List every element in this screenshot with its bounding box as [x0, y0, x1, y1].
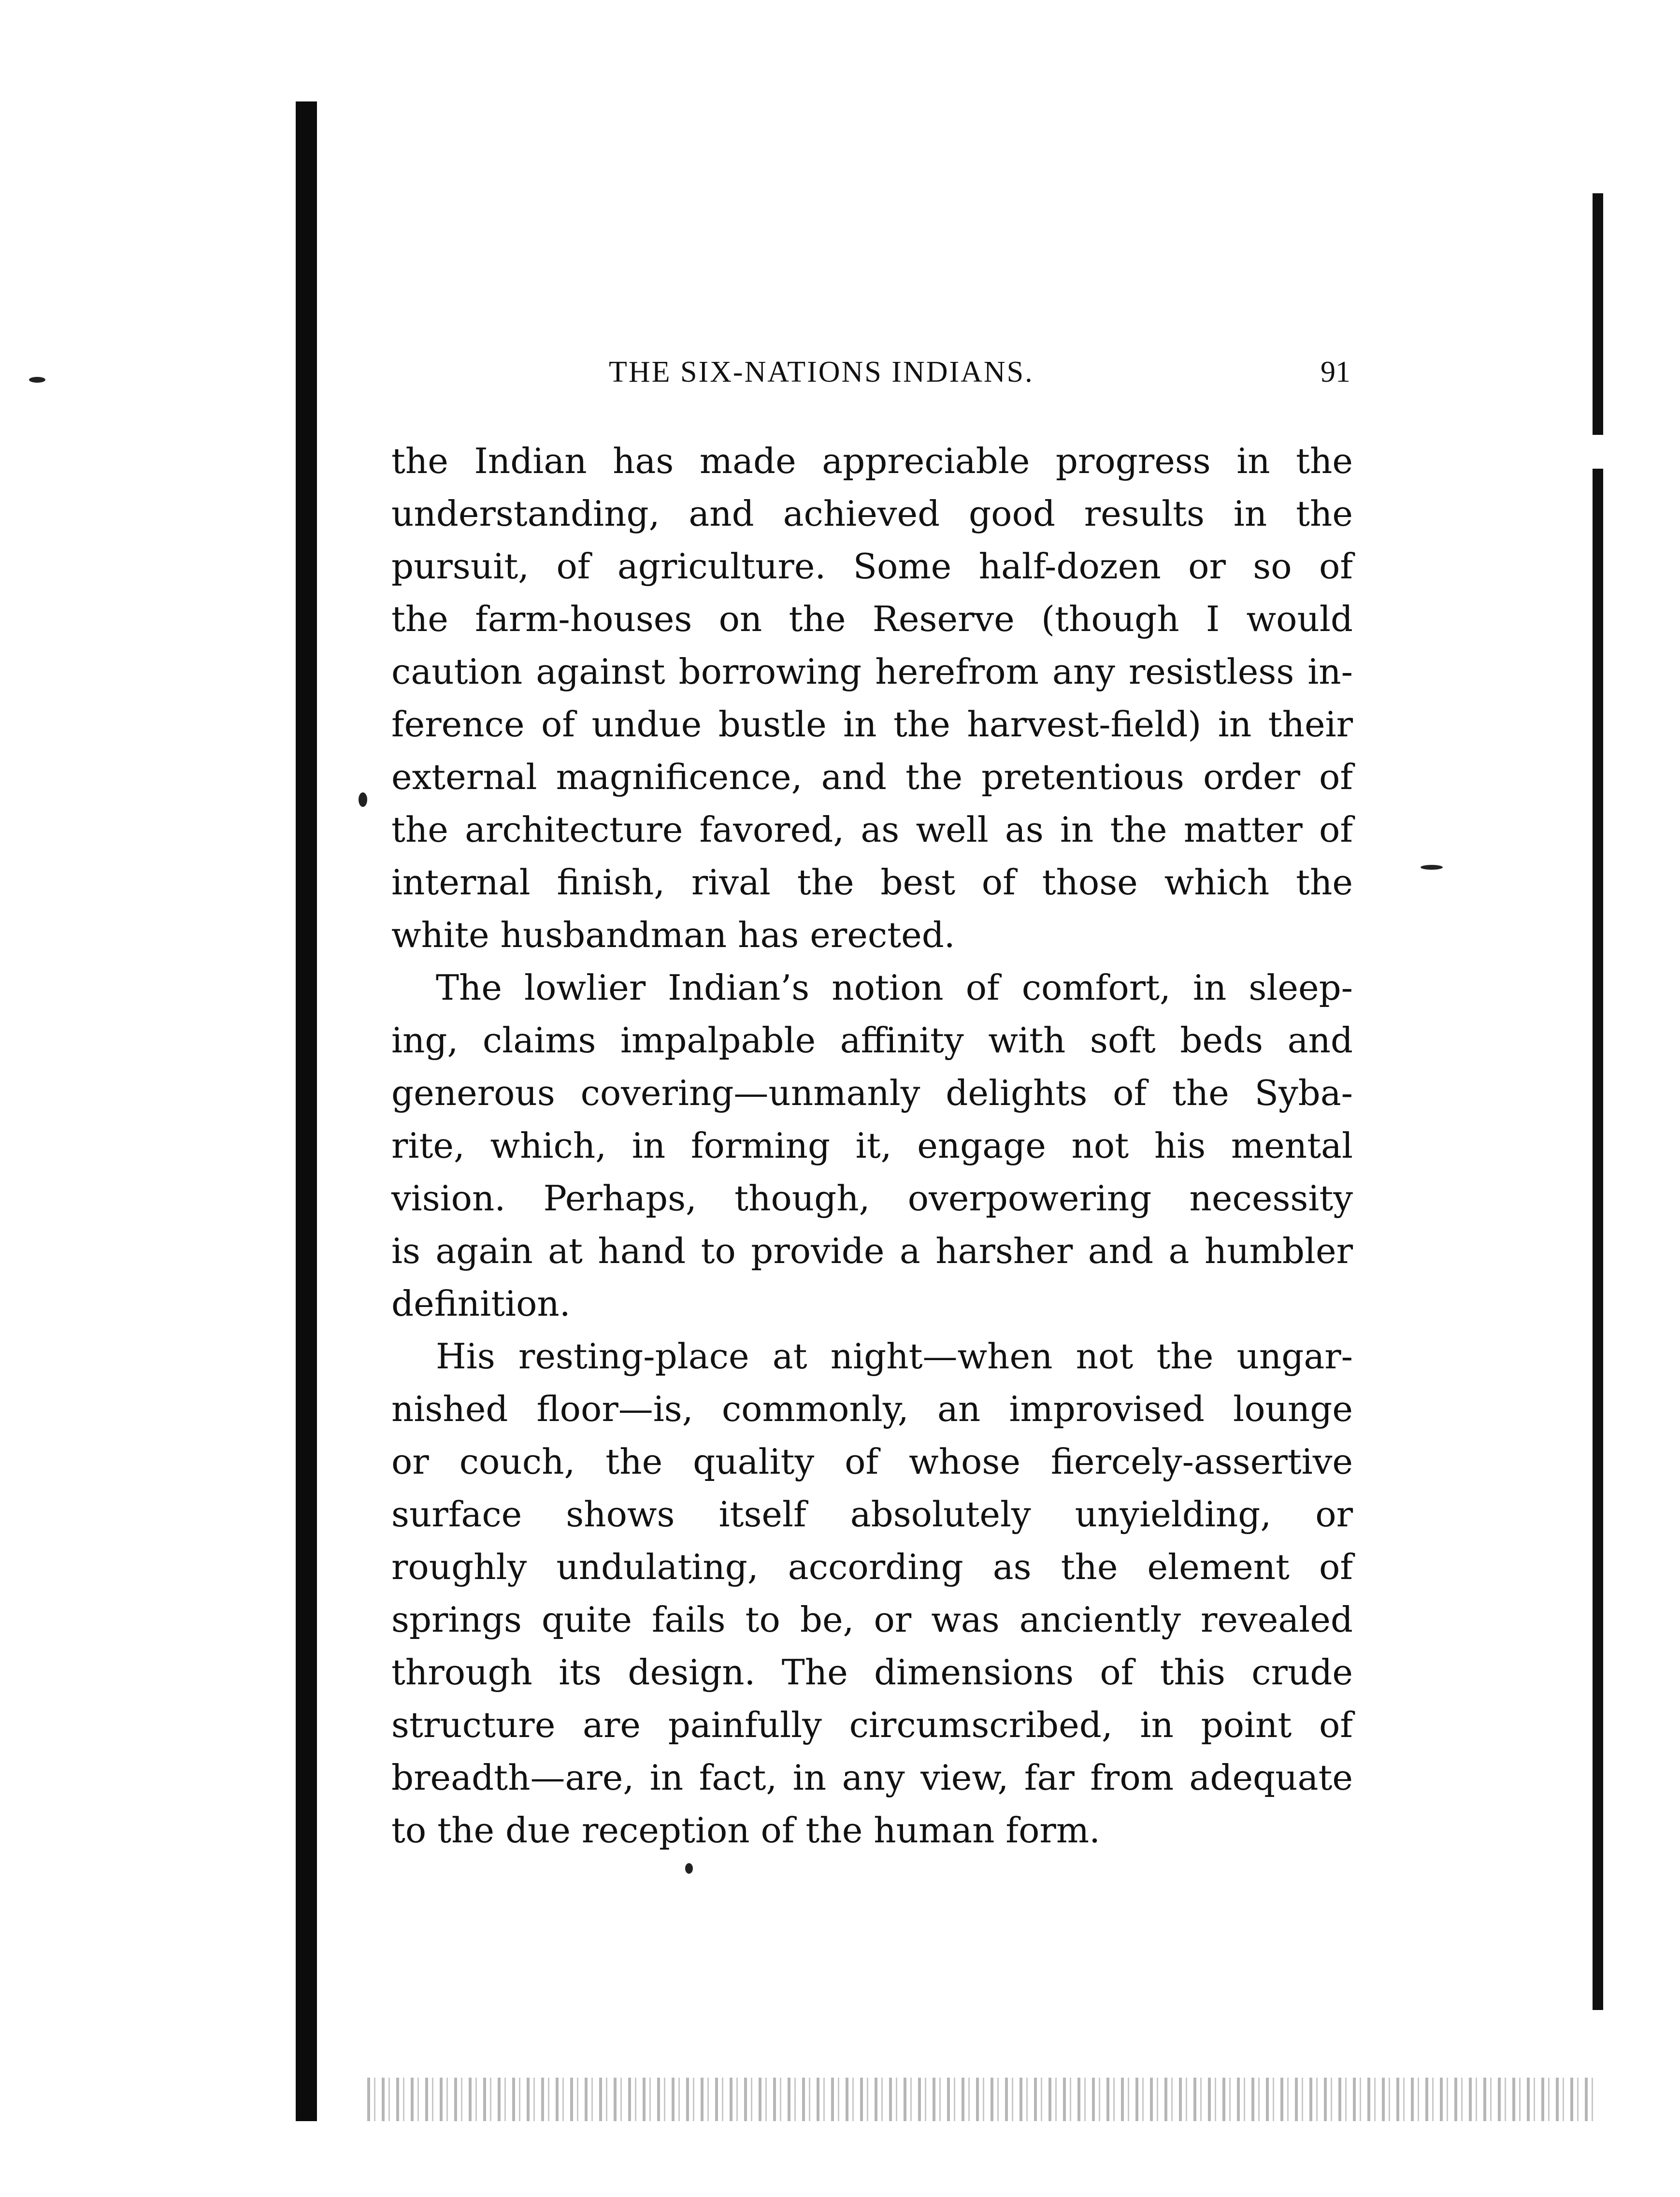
text-line: rite, which, in forming it, engage not his mental [391, 1125, 1353, 1166]
text-line: white husbandman has erected. [391, 915, 955, 955]
text-line: definition. [391, 1283, 571, 1324]
scan-bottom-noise [367, 2078, 1594, 2121]
paragraph [391, 1330, 1353, 1857]
paragraph [391, 962, 1353, 1330]
text-line: nished floor—is, commonly, an improvised lounge [391, 1389, 1353, 1429]
speck [1421, 865, 1443, 870]
speck [29, 377, 45, 383]
text-line: external magnificence, and the pretentious order of [391, 757, 1353, 797]
text-line: ing, claims impalpable affinity with soft beds and [391, 1020, 1353, 1061]
text-line: caution against borrowing herefrom any resistless in- [391, 651, 1353, 692]
text-line: structure are painfully circumscribed, in point of [391, 1705, 1353, 1745]
text-line: pursuit, of agriculture. Some half-dozen or so of [391, 546, 1353, 587]
text-line: or couch, the quality of whose fiercely-assertive [391, 1441, 1353, 1482]
speck [359, 792, 367, 807]
text-line: His resting-place at night—when not the ungar- [436, 1336, 1353, 1377]
text-line: understanding, and achieved good results in the [391, 493, 1353, 534]
text-line: surface shows itself absolutely unyielding, or [391, 1494, 1353, 1535]
text-line: generous covering—unmanly delights of the Syba- [391, 1073, 1353, 1113]
speck [685, 1863, 693, 1874]
body-text [391, 435, 1353, 1857]
text-line: through its design. The dimensions of this crude [391, 1652, 1353, 1693]
text-line: the Indian has made appreciable progress in the [391, 441, 1353, 481]
text-line: breadth—are, in fact, in any view, far from adequate [391, 1757, 1353, 1798]
scan-left-edge [296, 101, 317, 2121]
text-line: internal finish, rival the best of those which the [391, 862, 1353, 903]
text-line: springs quite fails to be, or was anciently revealed [391, 1599, 1353, 1640]
text-line: is again at hand to provide a harsher and a humbler [391, 1231, 1353, 1271]
text-line: The lowlier Indian’s notion of comfort, in sleep- [436, 967, 1353, 1008]
text-line: roughly undulating, according as the element of [391, 1547, 1353, 1587]
text-line: the farm-houses on the Reserve (though I would [391, 599, 1353, 639]
page-header [609, 355, 1350, 399]
text-line: to the due reception of the human form. [391, 1810, 1100, 1851]
paragraph [391, 435, 1353, 962]
text-line: the architecture favored, as well as in the matter of [391, 809, 1353, 850]
text-line: vision. Perhaps, though, overpowering necessity [391, 1178, 1353, 1219]
scan-right-edge-gap [1593, 435, 1603, 469]
running-title: THE SIX-NATIONS INDIANS. [609, 356, 1034, 388]
text-line: ference of undue bustle in the harvest-field) in their [391, 704, 1353, 745]
page-number: 91 [1321, 356, 1350, 388]
